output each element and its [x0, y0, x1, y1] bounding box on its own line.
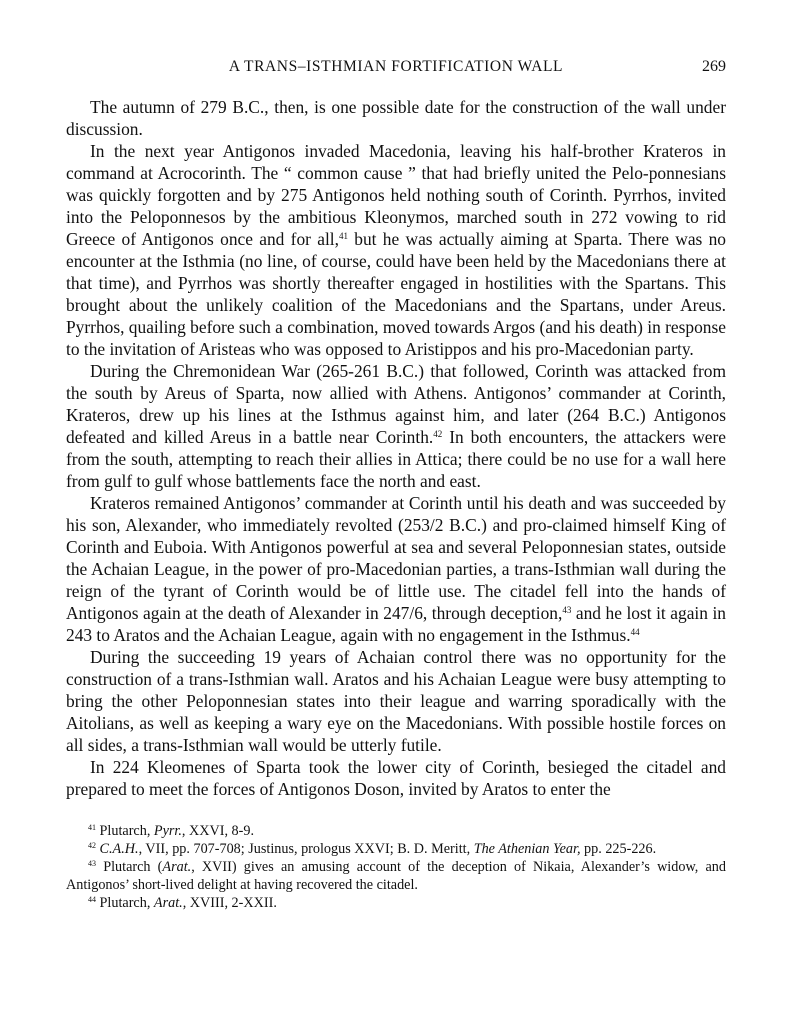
page-number: 269 [702, 58, 726, 75]
footnote-ref: 43 [562, 605, 572, 615]
body-text [66, 96, 726, 800]
text-run: Krateros remained Antigonos’ commander at Corinth until his death and was succeeded by his son, Alexander, who immediately revolted (253/2 [66, 493, 726, 535]
small-caps-run: B.C. [386, 361, 419, 381]
running-header [66, 52, 726, 82]
paragraph-6 [66, 756, 726, 800]
footnotes [66, 822, 726, 912]
text-run: , XVIII, 2-XXII. [182, 895, 277, 911]
footnote-ref: 41 [338, 231, 348, 241]
text-run: Plutarch, [96, 823, 154, 839]
book-page [66, 52, 726, 912]
small-caps-run: B.C. [607, 405, 640, 425]
text-run: The autumn of 279 [90, 97, 233, 117]
text-run: Plutarch ( [96, 859, 163, 875]
text-run: In 224 Kleomenes of Sparta took the lower city of Corinth, besieged the citadel and prepared to meet the forces of Antigonos Doson, invited by Aratos to enter the [66, 757, 726, 799]
small-caps-run: B.C. [232, 97, 265, 117]
text-run: , XXVI, 8-9. [181, 823, 255, 839]
footnote-ref: 41 [88, 823, 96, 832]
text-run: During the succeeding 19 years of Achaian control there was no opportunity for the construction of a trans-Isthmian wall. Aratos and his Achaian League were busy attempting to bring the other Peloponnesian states into their league and warring sporadically with the Aitolians, as well as keeping a wary eye on the Macedonians. With possible hostile forces on all sides, a trans-Isthmian wall would be utterly futile. [66, 647, 726, 755]
footnote-ref: 42 [88, 841, 96, 850]
small-caps-run: B.C. [449, 515, 482, 535]
italic-run: Pyrr. [153, 823, 182, 839]
text-run: , VII, pp. 707-708; Justinus, prologus XXVI; B. D. Meritt, [138, 841, 474, 857]
paragraph-3 [66, 360, 726, 492]
footnote-ref: 42 [433, 429, 443, 439]
italic-run: Arat. [153, 895, 183, 911]
footnote-ref: 44 [630, 627, 640, 637]
footnote-41 [66, 822, 726, 840]
text-run: During the Chremonidean War (265-261 [90, 361, 387, 381]
footnote-ref: 44 [88, 895, 96, 904]
paragraph-5 [66, 646, 726, 756]
text-run: ) Antigonos defeated and killed Areus in a battle near Corinth. [66, 405, 726, 447]
paragraph-2 [66, 140, 726, 360]
text-run: ) that followed, Corinth was attacked from the south by Areus of Sparta, now allied with Athens. Antigonos’ commander at Corinth, Krateros, drew up his lines at the Isthmus against him, and later (264 [66, 361, 726, 425]
text-run: In the next year Antigonos invaded Macedonia, leaving his half-brother Krateros in command at Acrocorinth. The “ common cause ” that had briefly united the Pelo-ponnesians was quickly forgotten and by 275 Antigonos held nothing south of Corinth. Pyrrhos, invited into the Peloponnesos by the ambitious Kleonymos, marched south in 272 vowing to rid Greece of Antigonos once and for all, [66, 141, 726, 249]
text-run: Plutarch, [96, 895, 154, 911]
text-run: ) and pro-claimed himself King of Corinth and Euboia. With Antigonos powerful at sea and several Peloponnesian states, outside the Achaian League, in the power of pro-Macedonian parties, a trans-Isthmian wall during the reign of the tyrant of Corinth would be of little use. The citadel fell into the hands of Antigonos again at the death of Alexander in 247/6, through deception, [66, 515, 726, 623]
footnote-44 [66, 894, 726, 912]
italic-run: Arat. [162, 859, 192, 875]
text-run: and he lost it again in 243 to Aratos and the Achaian League, again with no engagement in the Isthmus. [66, 603, 727, 645]
text-run: , XVII) gives an amusing account of the deception of Nikaia, Alexander’s widow, and Antigonos’ short-lived delight at having recovered the citadel. [66, 859, 726, 893]
text-run: , then, is one possible date for the construction of the wall under discussion. [66, 97, 727, 139]
italic-run: C.A.H. [99, 841, 139, 857]
footnote-42 [66, 840, 726, 858]
footnote-ref: 43 [88, 859, 96, 868]
italic-run: The Athenian Year, [473, 841, 581, 857]
text-run: pp. 225-226. [580, 841, 657, 857]
paragraph-1 [66, 96, 726, 140]
paragraph-4 [66, 492, 726, 646]
running-title: A TRANS–ISTHMIAN FORTIFICATION WALL [228, 58, 564, 75]
text-run: but he was actually aiming at Sparta. There was no encounter at the Isthmia (no line, of course, could have been held by the Macedonians there at that time), and Pyrrhos was shortly thereafter engaged in hostilities with the Spartans. This brought about the unlikely coalition of the Macedonians and the Spartans, under Areus. Pyrrhos, quailing before such a combination, moved towards Argos (and his death) in response to the invitation of Aristeas who was opposed to Aristippos and his pro-Macedonian party. [66, 229, 726, 359]
text-run: In both encounters, the attackers were from the south, attempting to reach their allies in Attica; there could be no use for a wall here from gulf to gulf whose battlements face the north and east. [66, 427, 726, 491]
footnote-43 [66, 858, 726, 894]
